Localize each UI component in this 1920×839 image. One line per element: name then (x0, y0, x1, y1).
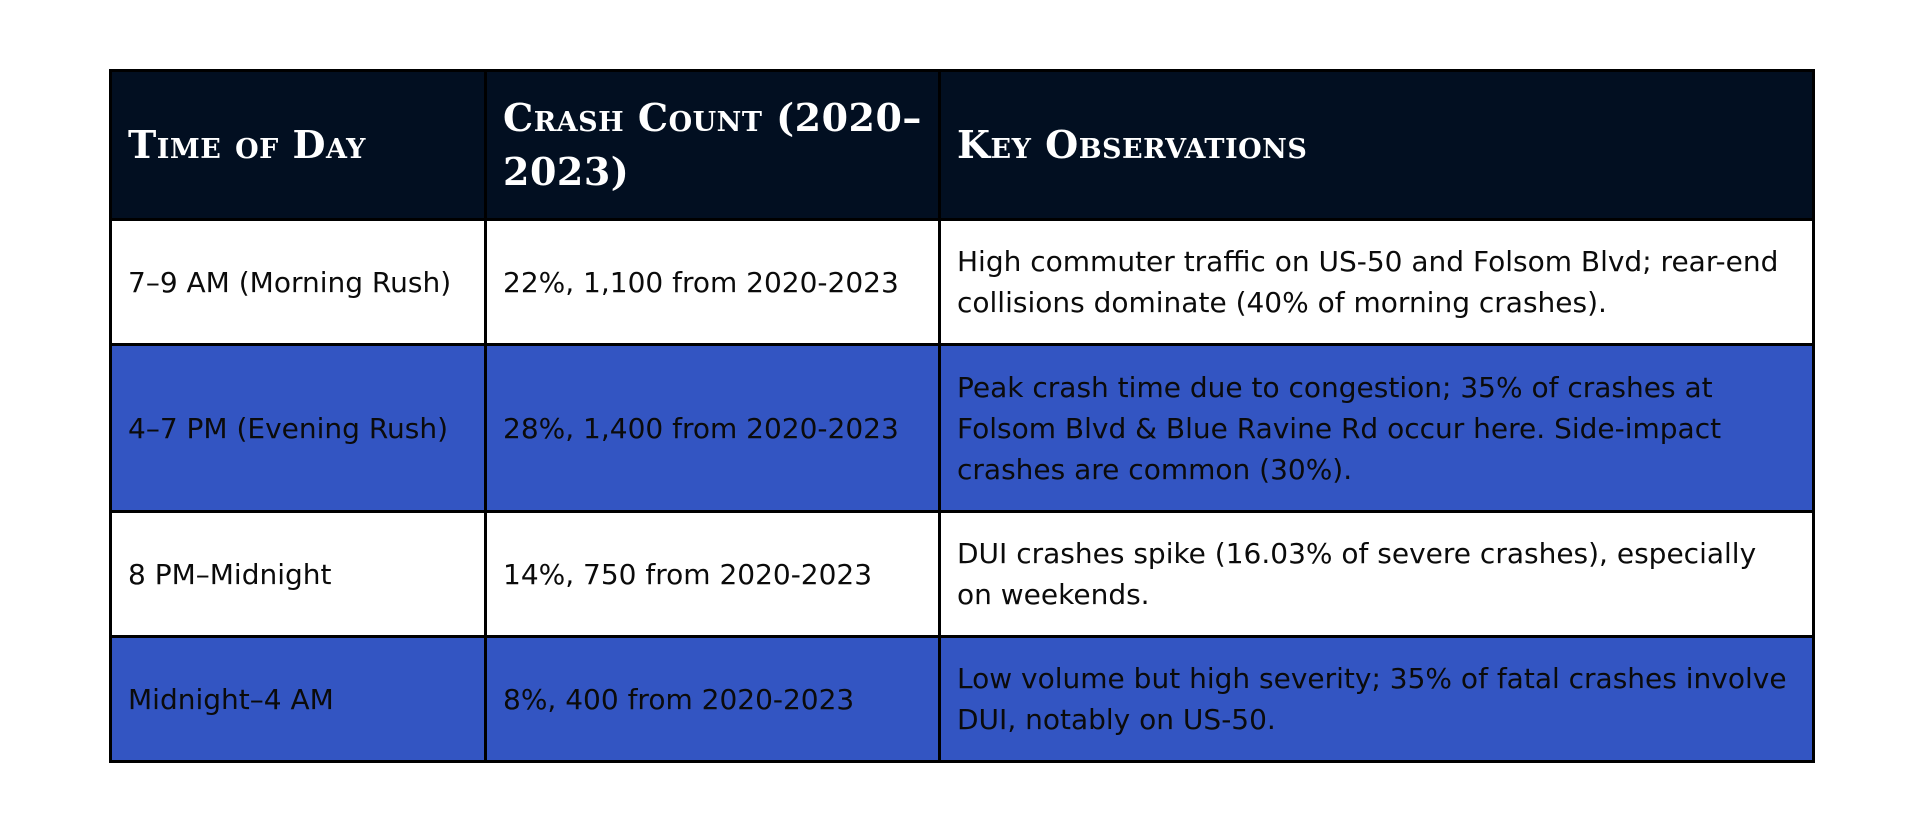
cell-crash-count: 14%, 750 from 2020-2023 (486, 512, 940, 637)
cell-time-of-day: 4–7 PM (Evening Rush) (111, 345, 486, 512)
table-row (111, 220, 1814, 345)
cell-crash-count: 22%, 1,100 from 2020-2023 (486, 220, 940, 345)
header-crash-count: Crash Count (2020–2023) (486, 71, 940, 220)
table-body (111, 220, 1814, 762)
crash-time-table (109, 69, 1815, 763)
cell-time-of-day: 7–9 AM (Morning Rush) (111, 220, 486, 345)
table-row (111, 512, 1814, 637)
header-key-observations: Key Observations (940, 71, 1814, 220)
cell-key-observations: Peak crash time due to congestion; 35% of crashes at Folsom Blvd & Blue Ravine Rd occur here. Side-impact crashes are common (30%). (940, 345, 1814, 512)
cell-crash-count: 28%, 1,400 from 2020-2023 (486, 345, 940, 512)
cell-key-observations: Low volume but high severity; 35% of fatal crashes involve DUI, notably on US-50. (940, 637, 1814, 762)
cell-time-of-day: Midnight–4 AM (111, 637, 486, 762)
header-row (111, 71, 1814, 220)
table-row (111, 637, 1814, 762)
header-time-of-day: Time of Day (111, 71, 486, 220)
cell-key-observations: High commuter traffic on US-50 and Folsom Blvd; rear-end collisions dominate (40% of morning crashes). (940, 220, 1814, 345)
table-header (111, 71, 1814, 220)
crash-time-table-container (109, 69, 1812, 763)
cell-crash-count: 8%, 400 from 2020-2023 (486, 637, 940, 762)
cell-time-of-day: 8 PM–Midnight (111, 512, 486, 637)
cell-key-observations: DUI crashes spike (16.03% of severe crashes), especially on weekends. (940, 512, 1814, 637)
table-row (111, 345, 1814, 512)
